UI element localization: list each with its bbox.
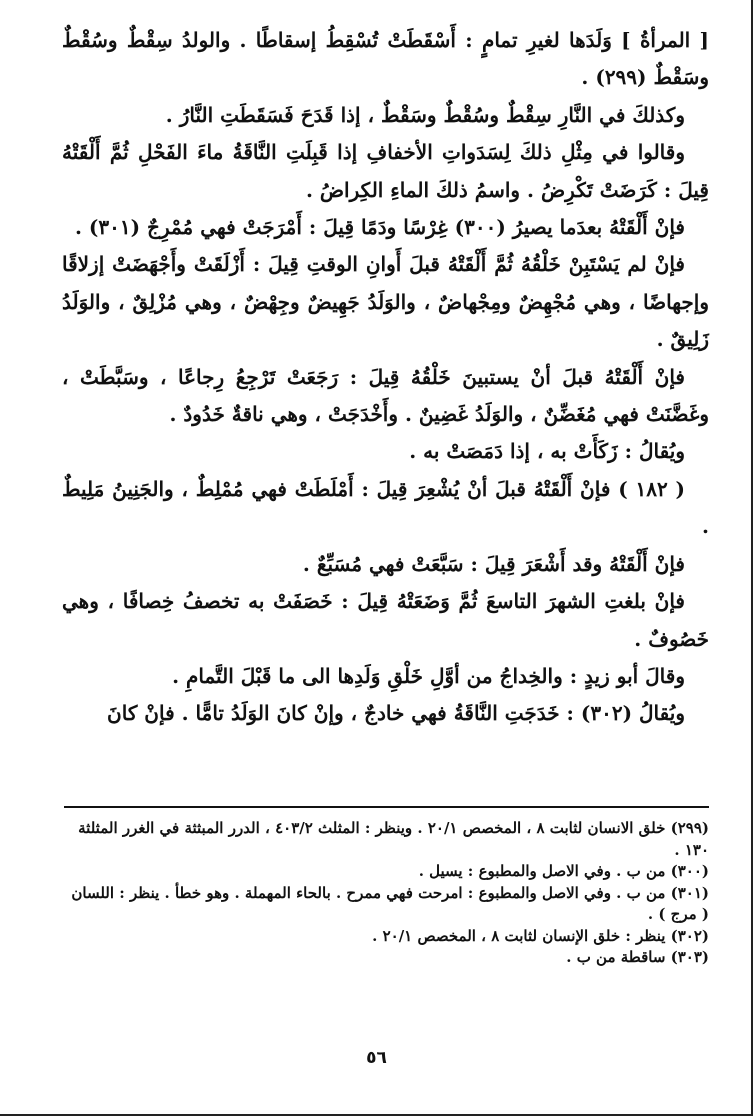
paragraph-1: [ المرأةُ ] وَلَدَها لغيرِ تمامٍ : أَسْقَطَتْ تُسْقِطُ إسقاطًا . والولدُ سِقْطٌ وسُقْطٌ وسَقْطٌ (٢٩٩) . (62, 28, 709, 90)
footnote-divider (64, 806, 709, 808)
footnotes (64, 818, 709, 969)
footnote-300: (٣٠٠) من ب . وفي الاصل والمطبوع : يسيل . (418, 862, 709, 880)
paragraph-2: وكذلكَ في النَّارِ سِقْطٌ وسُقْطٌ وسَقْطٌ ، إذا قَدَحَ فَسَقَطَتِ النَّارُ . (165, 102, 685, 127)
paragraph-6: فإنْ أَلْقَتْهُ قبلَ أنْ يستبينَ خَلْقُهُ قِيلَ : رَجَعَتْ تَرْجِعُ رِجاعًا ، وسَبَّطَتْ ، وغَضَّنَتْ فهي مُغَضِّنٌ ، والوَلَدُ غَضِينٌ . وأَخْدَجَتْ ، وهي ناقةٌ خَدُودٌ . (62, 364, 709, 427)
paragraph-11: وقالَ أبو زيدٍ : والخِداجُ من أوَّلِ خَلْقِ وَلَدِها الى ما قَبْلَ التَّمامِ . (172, 663, 685, 688)
paragraph-8: ( ١٨٢ ) فإنْ أَلْقَتْهُ قبلَ أنْ يُشْعِرَ قِيلَ : أَمْلَطَتْ فهي مُمْلِطٌ ، والجَنِينُ مَلِيطٌ . (62, 476, 709, 539)
paragraph-12: ويُقالُ (٣٠٢) : خَدَجَتِ النَّاقَةُ فهي خادجٌ ، وإنْ كانَ الوَلَدُ تامًّا . فإنْ كانَ (107, 701, 685, 726)
footnote-301: (٣٠١) من ب . وفي الاصل والمطبوع : امرحت فهي ممرح . بالحاء المهملة . وهو خطأ . ينظر : اللسان ( مرج ) . (71, 883, 709, 923)
footnote-299: (٢٩٩) خلق الانسان لثابت ٨ ، المخصص ٢٠/١ . وينظر : المثلث ٤٠٣/٢ ، الدرر المبثثة في الغرر المثلثة ١٣٠ . (78, 819, 709, 859)
main-text (62, 22, 709, 733)
paragraph-3: وقالوا في مِثْلِ ذلكَ لِسَدَواتِ الأخفافِ إذا قَبِلَتِ النَّاقَةُ ماءَ الفَحْلِ ثُمَّ أَلْقَتْهُ قِيلَ : كَرَضَتْ تَكْرِضُ . واسمُ ذلكَ الماءِ الكِراضُ . (62, 140, 709, 202)
footnote-303: (٣٠٣) ساقطة من ب . (566, 948, 709, 966)
paragraph-7: ويُقالُ : زَكَأَتْ به ، إذا دَمَصَتْ به . (409, 439, 685, 464)
paragraph-5: فإنْ لم يَسْتَبِنْ خَلْقُهُ ثُمَّ أَلْقَتْهُ قبلَ أَوانِ الوقتِ قِيلَ : أَزْلَقَتْ وأَجْهَضَتْ إزلاقًا وإجهاضًا ، وهي مُجْهِضٌ ومِجْهاضٌ ، والوَلَدُ جَهِيضٌ وجِهْضٌ ، وهي مُزْلِقٌ ، والوَلَدُ زَلِيقٌ . (62, 252, 709, 352)
page-number: ٥٦ (366, 1048, 387, 1068)
paragraph-9: فإنْ أَلْقَتْهُ وقد أَشْعَرَ قِيلَ : سَبَّعَتْ فهي مُسَبِّعٌ . (302, 551, 685, 576)
paragraph-10: فإنْ بلغتِ الشهرَ التاسعَ ثُمَّ وَضَعَتْهُ قِيلَ : خَصَفَتْ به تخصفُ خِصافًا ، وهي خَصُوفٌ . (62, 589, 709, 651)
footnote-302: (٣٠٢) ينظر : خلق الإنسان لثابت ٨ ، المخصص ٢٠/١ . (372, 926, 709, 945)
paragraph-4: فإنْ أَلْقَتْهُ بعدَما يصيرُ (٣٠٠) غِرْسًا ودَمًا قِيلَ : أَمْرَجَتْ فهي مُمْرِجٌ (٣٠١) . (75, 215, 685, 240)
